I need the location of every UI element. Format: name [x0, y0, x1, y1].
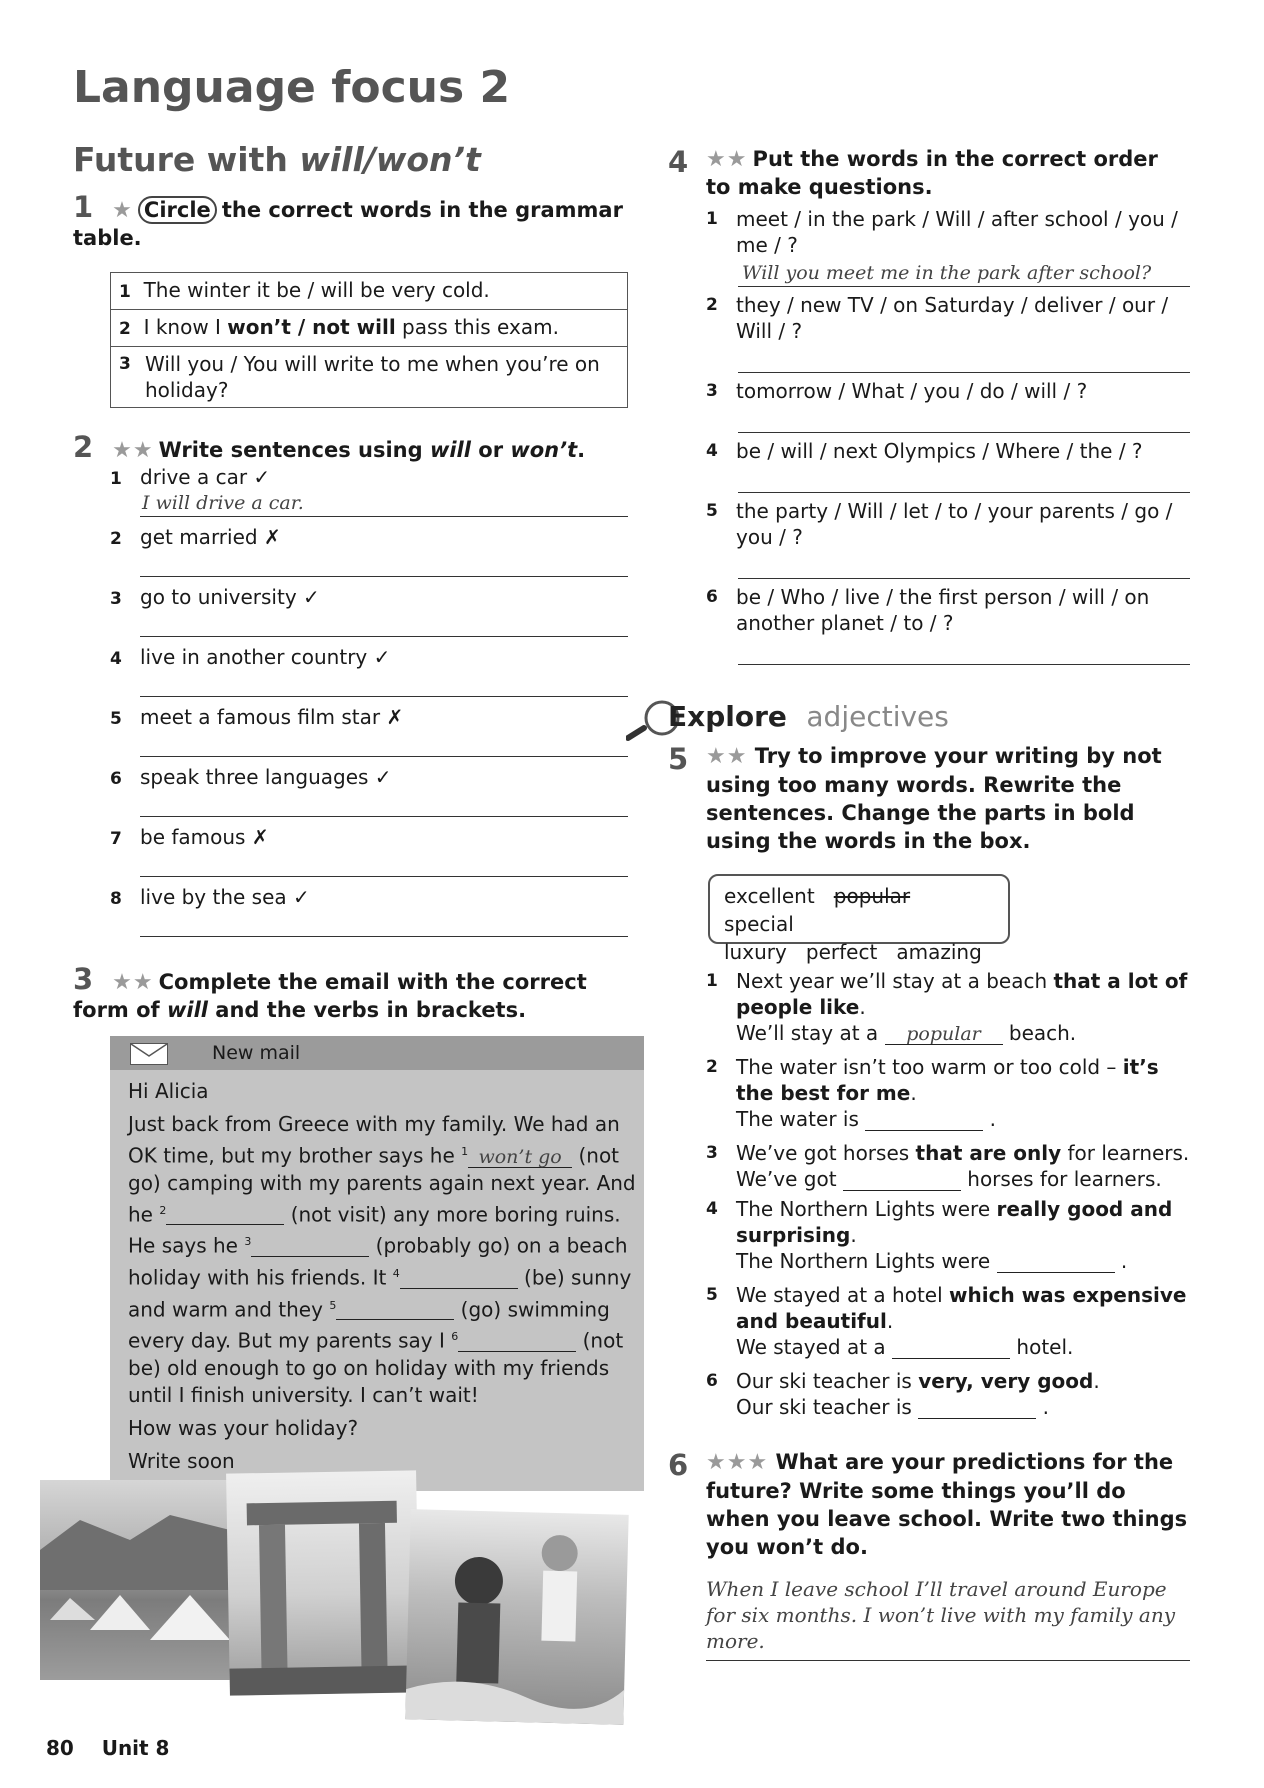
list-item: 3 tomorrow / What / you / do / will / ?	[706, 379, 1088, 403]
answer-line[interactable]	[738, 286, 1190, 287]
answer-line[interactable]	[738, 492, 1190, 493]
answer-gap-2[interactable]	[166, 1204, 284, 1225]
difficulty-stars: ★★★	[706, 1450, 769, 1475]
answer-gap[interactable]	[918, 1398, 1036, 1419]
exercise-6-heading: 6 ★★★ What are your predictions for the future? Write some things you’ll do when you leave school. Write two things you won’t do.	[668, 1448, 1188, 1559]
answer-gap[interactable]	[843, 1170, 961, 1191]
email-paragraph: Just back from Greece with my family. We had an OK time, but my brother says he $^1$ won’t go (not go) camping with my parents again next year. And he $^2$ (not visit) any more boring ruins. He says he $^3$ (probably go) on a beach holiday with his friends. It $^4$ (be) sunny and warm and they $^5$ (go) swimming every day. But my parents say I $^6$ (not be) old enough to go on holiday with my friends until I finish university. I can’t wait!	[128, 1112, 636, 1407]
list-item: 6 Our ski teacher is very, very good. Our ski teacher is .	[706, 1369, 1100, 1419]
answer-line[interactable]	[140, 516, 628, 517]
answer-gap-5[interactable]	[336, 1299, 454, 1320]
answer-text: I will drive a car.	[142, 492, 304, 514]
list-item: 6 speak three languages ✓	[110, 765, 392, 789]
exercise-2-heading: 2 ★★ Write sentences using will or won’t.	[73, 430, 586, 464]
page-footer: 80 Unit 8	[46, 1736, 170, 1760]
answer-gap[interactable]	[997, 1252, 1115, 1273]
email-title: New mail	[212, 1042, 301, 1064]
table-row: 3 Will you / You will write to me when you’re on holiday?	[111, 347, 628, 408]
table-row: 1 The winter it be / will be very cold.	[111, 273, 628, 310]
list-item: 3 go to university ✓	[110, 585, 320, 609]
example-answer: When I leave school I’ll travel around Europe for six months. I won’t live with my family any more.	[706, 1577, 1176, 1653]
answer-line[interactable]	[738, 372, 1190, 373]
list-item: 3 We’ve got horses that are only for learners. We’ve got horses for learners.	[706, 1141, 1190, 1191]
beach-children-photo	[405, 1509, 628, 1725]
answer-gap-1[interactable]: won’t go	[468, 1147, 572, 1168]
list-item: 7 be famous ✗	[110, 825, 269, 849]
list-item: 6 be / Who / live / the first person / will / on another planet / to / ?	[706, 585, 1150, 635]
email-body: Hi Alicia Just back from Greece with my family. We had an OK time, but my brother says he $^1$ won’t go (not go) camping with my parents again next year. And he $^2$ (not visit) any more boring ruins. He says he $^3$ (probably go) on a beach holiday with his friends. It $^4$ (be) sunny and warm and they $^5$ (go) swimming every day. But my parents say I $^6$ (not be) old enough to go on holiday with my friends until I finish university. I can’t wait! How was your holiday? Write soon	[128, 1078, 640, 1514]
answer-line[interactable]	[738, 578, 1190, 579]
list-item: 1 drive a car ✓	[110, 465, 271, 489]
list-item: 4 live in another country ✓	[110, 645, 391, 669]
exercise-4-heading: 4 ★★ Put the words in the correct order to make questions.	[668, 145, 1158, 199]
envelope-icon	[130, 1043, 168, 1065]
answer-line[interactable]	[738, 664, 1190, 665]
list-item: 2 they / new TV / on Saturday / deliver / our / Will / ?	[706, 293, 1169, 343]
page-title: Language focus 2	[73, 62, 511, 113]
list-item: 1 Next year we’ll stay at a beach that a lot of people like. We’ll stay at a popular beach.	[706, 969, 1188, 1045]
email-header	[110, 1036, 644, 1070]
answer-gap[interactable]: popular	[885, 1024, 1003, 1045]
magnifier-icon	[626, 698, 672, 744]
list-item: 5 We stayed at a hotel which was expensive and beautiful. We stayed at a hotel.	[706, 1283, 1187, 1359]
answer-line[interactable]	[706, 1660, 1190, 1661]
answer-gap[interactable]	[865, 1110, 983, 1131]
exercise-1-heading: 1 ★ Circle the correct words in the grammar table.	[73, 190, 623, 250]
answer-line[interactable]	[140, 576, 628, 577]
answer-line[interactable]	[140, 876, 628, 877]
section-title: Future with will/won’t	[73, 140, 481, 179]
list-item: 2 get married ✗	[110, 525, 281, 549]
exercise-5-heading: 5 ★★ Try to improve your writing by not using too many words. Rewrite the sentences. Change the parts in bold using the words in the box.	[668, 742, 1162, 853]
exercise-3-heading: 3 ★★ Complete the email with the correct form of will and the verbs in brackets.	[73, 962, 587, 1022]
difficulty-stars: ★★	[112, 438, 154, 463]
answer-line[interactable]	[140, 936, 628, 937]
word-box: excellent popular special luxury perfect amazing	[708, 874, 1010, 944]
circle-word: Circle	[138, 196, 217, 224]
list-item: 5 meet a famous film star ✗	[110, 705, 404, 729]
list-item: 4 be / will / next Olympics / Where / the / ?	[706, 439, 1143, 463]
list-item: 5 the party / Will / let / to / your parents / go / you / ?	[706, 499, 1173, 549]
list-item: 2 The water isn’t too warm or too cold – it’s the best for me. The water is .	[706, 1055, 1159, 1131]
greek-ruins-photo	[226, 1470, 420, 1695]
difficulty-stars: ★★	[706, 744, 748, 769]
answer-line[interactable]	[140, 636, 628, 637]
answer-gap-4[interactable]	[400, 1268, 518, 1289]
explore-heading: Explore adjectives	[668, 700, 949, 733]
list-item: 1 meet / in the park / Will / after school / you / me / ?	[706, 207, 1178, 257]
list-item: 8 live by the sea ✓	[110, 885, 310, 909]
answer-gap[interactable]	[892, 1338, 1010, 1359]
answer-gap-3[interactable]	[251, 1236, 369, 1257]
answer-line[interactable]	[140, 696, 628, 697]
list-item: 4 The Northern Lights were really good and surprising. The Northern Lights were .	[706, 1197, 1173, 1273]
camping-photo	[40, 1480, 250, 1680]
difficulty-stars: ★★	[706, 147, 748, 172]
answer-gap-6[interactable]	[458, 1331, 576, 1352]
answer-line[interactable]	[738, 432, 1190, 433]
answer-line[interactable]	[140, 756, 628, 757]
grammar-table	[110, 272, 628, 408]
difficulty-stars: ★★	[112, 970, 154, 995]
answer-line[interactable]	[140, 816, 628, 817]
email-box	[110, 1036, 644, 1491]
email-greeting: Hi Alicia	[128, 1079, 209, 1103]
table-row: 2 I know I won’t / not will pass this exam.	[111, 310, 628, 347]
answer-text: Will you meet me in the park after school?	[742, 262, 1152, 284]
difficulty-stars: ★	[112, 198, 133, 223]
